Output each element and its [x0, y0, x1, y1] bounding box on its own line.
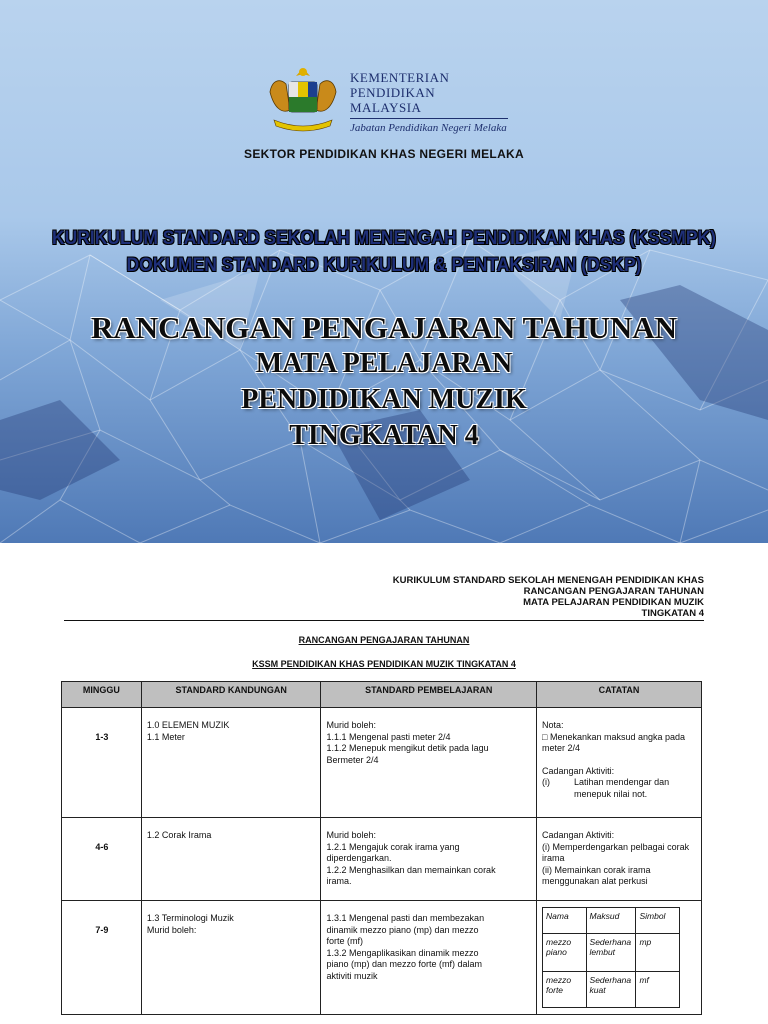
text-line: (ii) Memainkan corak irama	[542, 864, 651, 875]
column-header-minggu: MINGGU	[62, 682, 142, 708]
text-line: 1.3 Terminologi Muzik	[146, 913, 234, 923]
text-line: Bermeter 2/4	[326, 754, 379, 765]
dynamics-table	[542, 907, 680, 1008]
ministry-line-3: MALAYSIA	[350, 100, 422, 115]
text-line: forte (mf)	[326, 936, 363, 946]
text-line: 1.3.2 Mengaplikasikan dinamik mezzo	[326, 947, 479, 958]
table-row	[62, 818, 702, 901]
dynamics-row	[543, 934, 680, 972]
text-line: Murid boleh:	[326, 720, 376, 730]
text-line: mezzo	[546, 937, 572, 947]
document-subtitle: KSSM PENDIDIKAN KHAS PENDIDIKAN MUZIK TINGKATAN 4	[252, 659, 516, 669]
sector-title: SEKTOR PENDIDIKAN KHAS NEGERI MELAKA	[244, 147, 524, 161]
column-header-catatan: CATATAN	[537, 682, 702, 708]
text-line: Murid boleh:	[326, 830, 376, 840]
plan-title-line-3: PENDIDIKAN MUZIK	[241, 384, 527, 415]
item-number: (i)	[542, 777, 551, 787]
text-line: piano (mp) dan mezzo forte (mf) dalam	[326, 959, 483, 969]
text-line: Sederhana	[589, 937, 632, 947]
text-line: □ Menekankan maksud angka pada	[542, 731, 686, 742]
note-label: Nota:	[542, 720, 564, 730]
dynamics-cell-nama	[543, 934, 587, 972]
header-line-2: RANCANGAN PENGAJARAN TAHUNAN	[523, 586, 704, 597]
ministry-line-1: KEMENTERIAN	[350, 70, 450, 85]
dynamics-cell-nama	[543, 972, 587, 1008]
curriculum-line-1: KURIKULUM STANDARD SEKOLAH MENENGAH PENDIDIKAN KHAS (KSSMPK)	[52, 228, 716, 249]
text-line: (i) Memperdengarkan pelbagai corak	[542, 841, 690, 852]
pembelajaran-cell	[321, 708, 537, 818]
week-cell: 1-3	[62, 708, 142, 818]
kandungan-cell	[141, 708, 321, 818]
text-line: mezzo	[546, 975, 572, 985]
table-header-row	[62, 682, 702, 708]
column-header-kandungan: STANDARD KANDUNGAN	[141, 682, 321, 708]
dynamics-cell-simbol	[636, 934, 680, 972]
ministry-line-2: PENDIDIKAN	[350, 85, 436, 100]
column-header-pembelajaran: STANDARD PEMBELAJARAN	[321, 682, 537, 708]
text-line: 1.0 ELEMEN MUZIK	[146, 720, 230, 730]
text-line: piano	[546, 947, 567, 957]
text-line: Cadangan Aktiviti:	[542, 830, 615, 840]
text-line: menepuk nilai not.	[574, 788, 648, 799]
text-line: irama	[542, 853, 565, 863]
text-line: 1.2 Corak Irama	[146, 830, 212, 840]
text-line: 1.1 Meter	[146, 731, 185, 742]
ministry-name	[350, 70, 507, 134]
text-line: 1.2.2 Menghasilkan dan memainkan corak	[326, 864, 496, 875]
dynamics-header-row	[543, 908, 680, 934]
text-line: 1.3.1 Mengenal pasti dan membezakan	[326, 913, 485, 923]
department-name: Jabatan Pendidikan Negeri Melaka	[350, 122, 507, 134]
plan-title	[0, 310, 768, 454]
plan-page	[0, 543, 768, 1024]
catatan-cell	[537, 901, 702, 1015]
header-line-4: TINGKATAN 4	[641, 608, 704, 619]
spacer	[542, 755, 697, 766]
plan-table	[61, 681, 702, 1015]
malaysia-crest-icon	[260, 64, 346, 138]
activity-item-continued	[542, 789, 697, 801]
header-line-3: MATA PELAJARAN PENDIDIKAN MUZIK	[523, 597, 704, 608]
text-line: lembut	[589, 947, 616, 957]
text-line: 1.2.1 Mengajuk corak irama yang	[326, 841, 460, 852]
plan-title-line-1: RANCANGAN PENGAJARAN TAHUNAN	[90, 310, 678, 345]
week-cell: 4-6	[62, 818, 142, 901]
kandungan-cell	[141, 901, 321, 1015]
table-row	[62, 901, 702, 1015]
page-header	[393, 575, 704, 619]
curriculum-title	[31, 225, 738, 279]
text-line: kuat	[589, 985, 606, 995]
dynamics-cell-maksud	[586, 934, 636, 972]
item-number-spacer	[542, 789, 574, 801]
plan-title-line-4: TINGKATAN 4	[289, 420, 479, 451]
dynamics-header-nama: Nama	[543, 908, 587, 934]
text-line: Murid boleh:	[146, 924, 197, 935]
header-divider	[64, 620, 704, 621]
dynamics-row	[543, 972, 680, 1008]
curriculum-line-2: DOKUMEN STANDARD KURIKULUM & PENTAKSIRAN (DSKP)	[126, 255, 642, 276]
dynamics-cell-simbol	[636, 972, 680, 1008]
dynamics-cell-maksud	[586, 972, 636, 1008]
text-line: Sederhana	[589, 975, 632, 985]
pembelajaran-cell	[321, 901, 537, 1015]
text-line: 1.1.1 Mengenal pasti meter 2/4	[326, 731, 451, 742]
plan-title-line-2: MATA PELAJARAN	[255, 348, 513, 379]
text-line: Latihan mendengar dan	[574, 777, 670, 787]
header-line-1: KURIKULUM STANDARD SEKOLAH MENENGAH PENDIDIKAN KHAS	[392, 575, 704, 586]
text-line: 1.1.2 Menepuk mengikut detik pada lagu	[326, 743, 489, 753]
text-line: mf	[639, 975, 649, 985]
activity-item	[542, 777, 697, 789]
week-cell: 7-9	[62, 901, 142, 1015]
text-line: diperdengarkan.	[326, 853, 392, 863]
catatan-cell	[537, 708, 702, 818]
ministry-divider	[350, 118, 508, 119]
table-row	[62, 708, 702, 818]
text-line: aktiviti muzik	[326, 970, 378, 981]
dynamics-header-maksud: Maksud	[586, 908, 636, 934]
document-title: RANCANGAN PENGAJARAN TAHUNAN	[298, 635, 470, 645]
text-line: irama.	[326, 876, 352, 886]
activity-label: Cadangan Aktiviti:	[542, 765, 615, 776]
text-line: menggunakan alat perkusi	[542, 876, 648, 886]
text-line: mp	[639, 937, 652, 947]
pembelajaran-cell	[321, 818, 537, 901]
kandungan-cell	[141, 818, 321, 901]
dynamics-header-simbol: Simbol	[636, 908, 680, 934]
text-line: forte	[546, 985, 564, 995]
catatan-cell	[537, 818, 702, 901]
ministry-logo	[258, 64, 518, 144]
text-line: dinamik mezzo piano (mp) dan mezzo	[326, 924, 479, 935]
text-line: meter 2/4	[542, 743, 581, 753]
